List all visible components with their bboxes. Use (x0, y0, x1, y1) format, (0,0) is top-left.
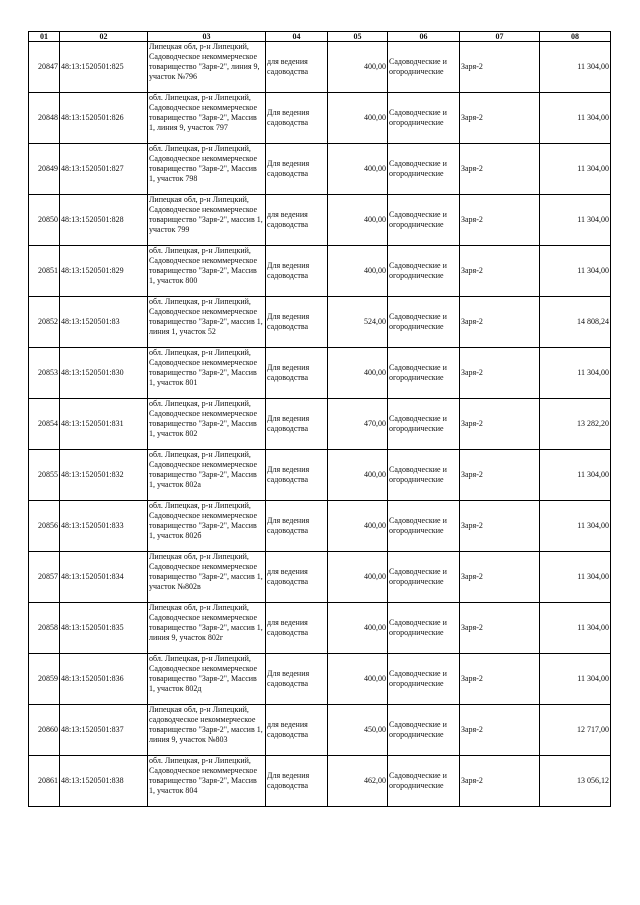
land-use-cell: Для ведения садоводства (266, 450, 328, 501)
category-cell: Садоводческие и огороднические (388, 93, 460, 144)
cadastral-value-cell: 13 056,12 (540, 756, 611, 807)
category-cell: Садоводческие и огороднические (388, 552, 460, 603)
table-row (29, 348, 611, 399)
row-number-cell: 20854 (29, 399, 60, 450)
land-use-cell: Для ведения садоводства (266, 246, 328, 297)
address-cell (148, 195, 266, 246)
cadastral-value-cell: 11 304,00 (540, 42, 611, 93)
address-text: обл. Липецкая, р-н Липецкий, Садоводческое некоммерческое товарищество "Заря-2", Массив 1, участок 802б (149, 501, 258, 540)
land-use-cell: Для ведения садоводства (266, 399, 328, 450)
area-cell: 400,00 (328, 654, 388, 705)
table-row (29, 603, 611, 654)
cadastral-number-cell: 48:13:1520501:832 (60, 450, 148, 501)
category-cell: Садоводческие и огороднические (388, 246, 460, 297)
category-cell: Садоводческие и огороднические (388, 195, 460, 246)
header-cell: 02 (60, 32, 148, 42)
table-row (29, 552, 611, 603)
address-text: обл. Липецкая, р-н Липецкий, Садоводческое некоммерческое товарищество "Заря-2", Массив 1, линия 9, участок 797 (149, 93, 258, 132)
address-cell (148, 603, 266, 654)
partnership-name-cell: Заря-2 (460, 450, 540, 501)
cadastral-number-cell: 48:13:1520501:837 (60, 705, 148, 756)
address-text: Липецкая обл, р-н Липецкий, Садоводческое некоммерческое товарищество "Заря-2", массив 1, участок №802в (149, 552, 263, 591)
cadastral-value-cell: 11 304,00 (540, 501, 611, 552)
address-text: Липецкая обл, р-н Липецкий, Садоводческое некоммерческое товарищество "Заря-2", массив 1, участок 799 (149, 195, 263, 234)
area-cell: 400,00 (328, 603, 388, 654)
row-number-cell: 20860 (29, 705, 60, 756)
header-cell: 03 (148, 32, 266, 42)
row-number-cell: 20855 (29, 450, 60, 501)
address-cell (148, 501, 266, 552)
partnership-name-cell: Заря-2 (460, 603, 540, 654)
row-number-cell: 20853 (29, 348, 60, 399)
land-use-cell: Для ведения садоводства (266, 501, 328, 552)
cadastral-number-cell: 48:13:1520501:838 (60, 756, 148, 807)
header-cell: 04 (266, 32, 328, 42)
address-cell (148, 399, 266, 450)
cadastral-value-cell: 11 304,00 (540, 552, 611, 603)
address-text: Липецкая обл, р-н Липецкий, Садоводческое некоммерческое товарищество "Заря-2", линия 9, участок №796 (149, 42, 260, 81)
land-use-cell: Для ведения садоводства (266, 654, 328, 705)
table-row (29, 756, 611, 807)
cadastral-number-cell: 48:13:1520501:831 (60, 399, 148, 450)
partnership-name-cell: Заря-2 (460, 297, 540, 348)
cadastral-value-cell: 12 717,00 (540, 705, 611, 756)
partnership-name-cell: Заря-2 (460, 195, 540, 246)
category-cell: Садоводческие и огороднические (388, 756, 460, 807)
table-row (29, 144, 611, 195)
cadastral-number-cell: 48:13:1520501:834 (60, 552, 148, 603)
area-cell: 400,00 (328, 246, 388, 297)
partnership-name-cell: Заря-2 (460, 552, 540, 603)
address-text: Липецкая обл, р-н Липецкий, Садоводческое некоммерческое товарищество "Заря-2", массив 1, линия 9, участок 802г (149, 603, 263, 642)
table-row (29, 93, 611, 144)
partnership-name-cell: Заря-2 (460, 654, 540, 705)
partnership-name-cell: Заря-2 (460, 42, 540, 93)
land-use-cell: для ведения садоводства (266, 603, 328, 654)
cadastral-number-cell: 48:13:1520501:826 (60, 93, 148, 144)
land-use-cell: Для ведения садоводства (266, 348, 328, 399)
address-text: обл. Липецкая, р-н Липецкий, Садоводческое некоммерческое товарищество "Заря-2", массив 1, линия 1, участок 52 (149, 297, 263, 336)
category-cell: Садоводческие и огороднические (388, 501, 460, 552)
area-cell: 400,00 (328, 450, 388, 501)
area-cell: 462,00 (328, 756, 388, 807)
cadastral-value-cell: 11 304,00 (540, 348, 611, 399)
category-cell: Садоводческие и огороднические (388, 450, 460, 501)
cadastral-number-cell: 48:13:1520501:836 (60, 654, 148, 705)
address-text: обл. Липецкая, р-н Липецкий, Садоводческое некоммерческое товарищество "Заря-2", Массив 1, участок 804 (149, 756, 258, 795)
cadastral-value-cell: 11 304,00 (540, 195, 611, 246)
area-cell: 470,00 (328, 399, 388, 450)
cadastral-number-cell: 48:13:1520501:827 (60, 144, 148, 195)
partnership-name-cell: Заря-2 (460, 348, 540, 399)
category-cell: Садоводческие и огороднические (388, 348, 460, 399)
cadastral-number-cell: 48:13:1520501:835 (60, 603, 148, 654)
area-cell: 450,00 (328, 705, 388, 756)
land-use-cell: для ведения садоводства (266, 552, 328, 603)
cadastral-number-cell: 48:13:1520501:833 (60, 501, 148, 552)
cadastral-number-cell: 48:13:1520501:825 (60, 42, 148, 93)
cadastral-value-cell: 11 304,00 (540, 93, 611, 144)
partnership-name-cell: Заря-2 (460, 705, 540, 756)
area-cell: 524,00 (328, 297, 388, 348)
land-use-cell: Для ведения садоводства (266, 756, 328, 807)
land-registry-table (28, 31, 611, 807)
area-cell: 400,00 (328, 195, 388, 246)
cadastral-value-cell: 11 304,00 (540, 654, 611, 705)
cadastral-number-cell: 48:13:1520501:830 (60, 348, 148, 399)
cadastral-value-cell: 13 282,20 (540, 399, 611, 450)
table-row (29, 42, 611, 93)
table-row (29, 501, 611, 552)
category-cell: Садоводческие и огороднические (388, 144, 460, 195)
area-cell: 400,00 (328, 348, 388, 399)
cadastral-value-cell: 14 808,24 (540, 297, 611, 348)
address-cell (148, 552, 266, 603)
row-number-cell: 20849 (29, 144, 60, 195)
address-text: обл. Липецкая, р-н Липецкий, Садоводческое некоммерческое товарищество "Заря-2", Массив 1, участок 801 (149, 348, 258, 387)
address-cell (148, 705, 266, 756)
land-use-cell: для ведения садоводства (266, 42, 328, 93)
row-number-cell: 20856 (29, 501, 60, 552)
row-number-cell: 20850 (29, 195, 60, 246)
row-number-cell: 20852 (29, 297, 60, 348)
table-row (29, 705, 611, 756)
header-cell: 05 (328, 32, 388, 42)
table-row (29, 246, 611, 297)
table-row (29, 297, 611, 348)
table-row (29, 195, 611, 246)
partnership-name-cell: Заря-2 (460, 399, 540, 450)
area-cell: 400,00 (328, 552, 388, 603)
table-row (29, 654, 611, 705)
category-cell: Садоводческие и огороднические (388, 654, 460, 705)
area-cell: 400,00 (328, 93, 388, 144)
row-number-cell: 20851 (29, 246, 60, 297)
cadastral-value-cell: 11 304,00 (540, 144, 611, 195)
address-cell (148, 450, 266, 501)
area-cell: 400,00 (328, 501, 388, 552)
address-cell (148, 42, 266, 93)
category-cell: Садоводческие и огороднические (388, 399, 460, 450)
cadastral-number-cell: 48:13:1520501:828 (60, 195, 148, 246)
cadastral-number-cell: 48:13:1520501:829 (60, 246, 148, 297)
category-cell: Садоводческие и огороднические (388, 42, 460, 93)
row-number-cell: 20859 (29, 654, 60, 705)
row-number-cell: 20857 (29, 552, 60, 603)
address-text: обл. Липецкая, р-н Липецкий, Садоводческое некоммерческое товарищество "Заря-2", Массив 1, участок 802д (149, 654, 258, 693)
address-cell (148, 348, 266, 399)
address-text: Липецкая обл, р-н Липецкий, садоводческое некоммерческое товарищество "Заря-2", массив 1, линия 9, участок №803 (149, 705, 263, 744)
area-cell: 400,00 (328, 42, 388, 93)
cadastral-value-cell: 11 304,00 (540, 450, 611, 501)
category-cell: Садоводческие и огороднические (388, 603, 460, 654)
land-use-cell: Для ведения садоводства (266, 144, 328, 195)
land-use-cell: для ведения садоводства (266, 195, 328, 246)
row-number-cell: 20848 (29, 93, 60, 144)
row-number-cell: 20858 (29, 603, 60, 654)
header-row (29, 32, 611, 42)
header-cell: 06 (388, 32, 460, 42)
partnership-name-cell: Заря-2 (460, 756, 540, 807)
address-text: обл. Липецкая, р-н Липецкий, Садоводческое некоммерческое товарищество "Заря-2", Массив 1, участок 800 (149, 246, 258, 285)
header-cell: 08 (540, 32, 611, 42)
row-number-cell: 20861 (29, 756, 60, 807)
cadastral-value-cell: 11 304,00 (540, 246, 611, 297)
cadastral-number-cell: 48:13:1520501:83 (60, 297, 148, 348)
land-use-cell: для ведения садоводства (266, 705, 328, 756)
address-cell (148, 654, 266, 705)
table-row (29, 399, 611, 450)
header-cell: 01 (29, 32, 60, 42)
partnership-name-cell: Заря-2 (460, 501, 540, 552)
land-use-cell: Для ведения садоводства (266, 297, 328, 348)
address-cell (148, 297, 266, 348)
category-cell: Садоводческие и огороднические (388, 297, 460, 348)
address-cell (148, 144, 266, 195)
land-use-cell: Для ведения садоводства (266, 93, 328, 144)
address-cell (148, 93, 266, 144)
partnership-name-cell: Заря-2 (460, 93, 540, 144)
address-text: обл. Липецкая, р-н Липецкий, Садоводческое некоммерческое товарищество "Заря-2", Массив 1, участок 798 (149, 144, 258, 183)
header-cell: 07 (460, 32, 540, 42)
address-cell (148, 756, 266, 807)
area-cell: 400,00 (328, 144, 388, 195)
partnership-name-cell: Заря-2 (460, 144, 540, 195)
partnership-name-cell: Заря-2 (460, 246, 540, 297)
address-cell (148, 246, 266, 297)
address-text: обл. Липецкая, р-н Липецкий, Садоводческое некоммерческое товарищество "Заря-2", Массив 1, участок 802а (149, 450, 258, 489)
table-row (29, 450, 611, 501)
address-text: обл. Липецкая, р-н Липецкий, Садоводческое некоммерческое товарищество "Заря-2", Массив 1, участок 802 (149, 399, 258, 438)
row-number-cell: 20847 (29, 42, 60, 93)
cadastral-value-cell: 11 304,00 (540, 603, 611, 654)
category-cell: Садоводческие и огороднические (388, 705, 460, 756)
